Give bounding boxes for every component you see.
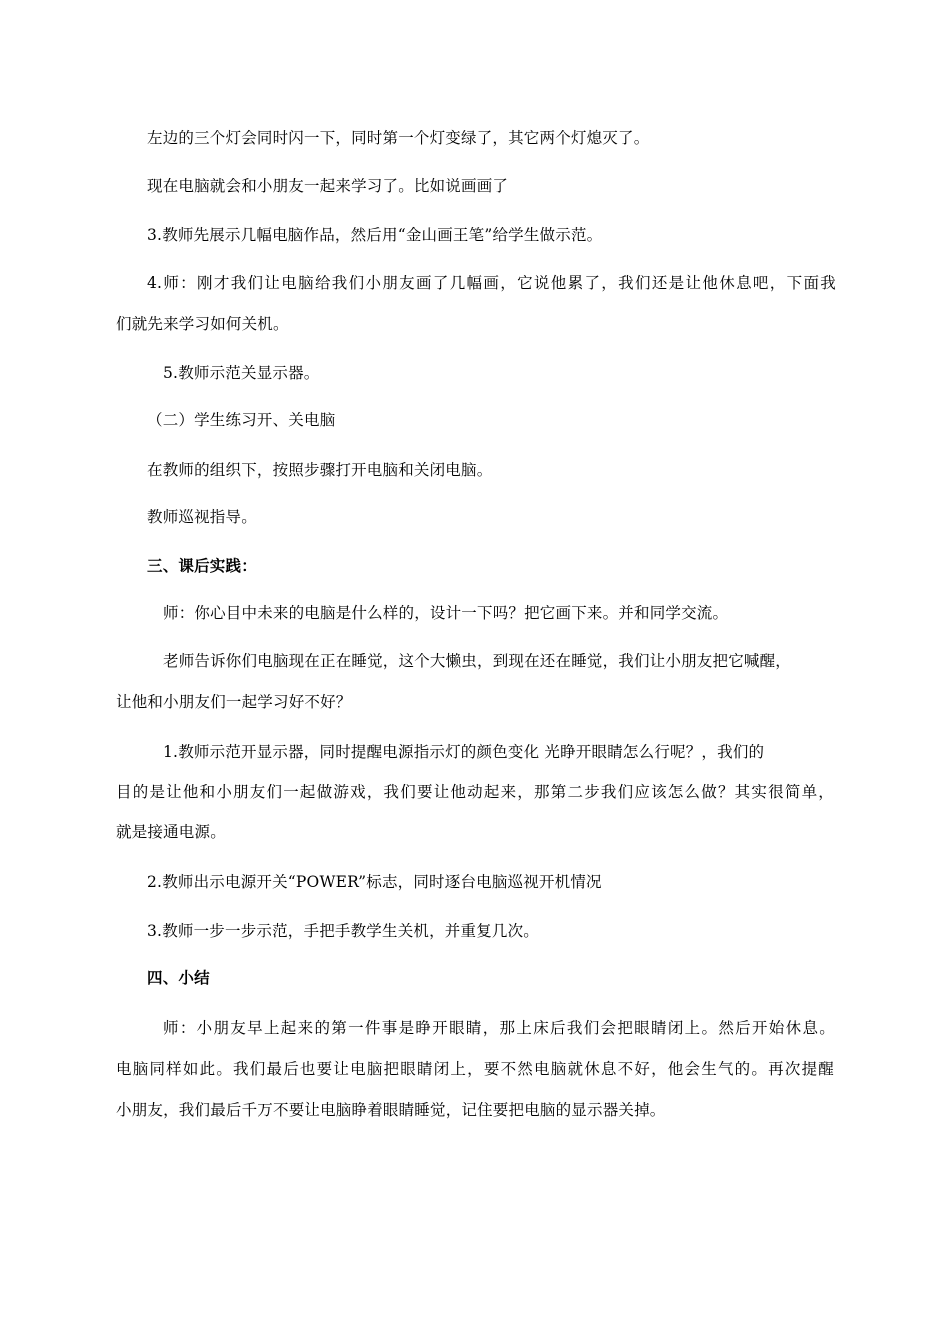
paragraph-line: 师：你心目中未来的电脑是什么样的，设计一下吗？把它画下来。并和同学交流。 xyxy=(163,604,729,622)
paragraph-line: 们就先来学习如何关机。 xyxy=(116,315,289,333)
paragraph-line: 左边的三个灯会同时闪一下，同时第一个灯变绿了，其它两个灯熄灭了。 xyxy=(147,129,650,147)
section-heading: 四、小结 xyxy=(147,968,210,987)
paragraph-line: 3.教师一步一步示范，手把手教学生关机，并重复几次。 xyxy=(147,922,539,940)
paragraph-line: 5.教师示范关显示器。 xyxy=(163,364,320,382)
paragraph-line: 小朋友，我们最后千万不要让电脑睁着眼睛睡觉，记住要把电脑的显示器关掉。 xyxy=(116,1101,666,1119)
paragraph-line: 2.教师出示电源开关“POWER”标志，同时逐台电脑巡视开机情况 xyxy=(147,873,602,891)
paragraph-line: 在教师的组织下，按照步骤打开电脑和关闭电脑。 xyxy=(147,461,493,479)
paragraph-line: 老师告诉你们电脑现在正在睡觉，这个大懒虫，到现在还在睡觉，我们让小朋友把它喊醒， xyxy=(163,652,792,670)
paragraph-line: 让他和小朋友们一起学习好不好？ xyxy=(116,693,352,711)
paragraph-line: 1.教师示范开显示器，同时提醒电源指示灯的颜色变化 光睁开眼睛怎么行呢？，我们的 xyxy=(163,743,765,761)
section-heading: 三、课后实践： xyxy=(147,556,257,575)
paragraph-line: 目的是让他和小朋友们一起做游戏，我们要让他动起来，那第二步我们应该怎么做？其实很简单， xyxy=(116,783,834,801)
paragraph-line: 现在电脑就会和小朋友一起来学习了。比如说画画了 xyxy=(147,177,509,195)
section-subheading: （二）学生练习开、关电脑 xyxy=(147,411,336,429)
paragraph-line: 就是接通电源。 xyxy=(116,823,226,841)
paragraph-line: 师：小朋友早上起来的第一件事是睁开眼睛，那上床后我们会把眼睛闭上。然后开始休息。 xyxy=(163,1019,835,1037)
paragraph-line: 3.教师先展示几幅电脑作品，然后用“金山画王笔”给学生做示范。 xyxy=(147,226,603,244)
paragraph-line: 4.师：刚才我们让电脑给我们小朋友画了几幅画，它说他累了，我们还是让他休息吧，下面我 xyxy=(147,274,836,292)
paragraph-line: 教师巡视指导。 xyxy=(147,508,257,526)
paragraph-line: 电脑同样如此。我们最后也要让电脑把眼睛闭上，要不然电脑就休息不好，他会生气的。再次提醒 xyxy=(116,1060,834,1078)
